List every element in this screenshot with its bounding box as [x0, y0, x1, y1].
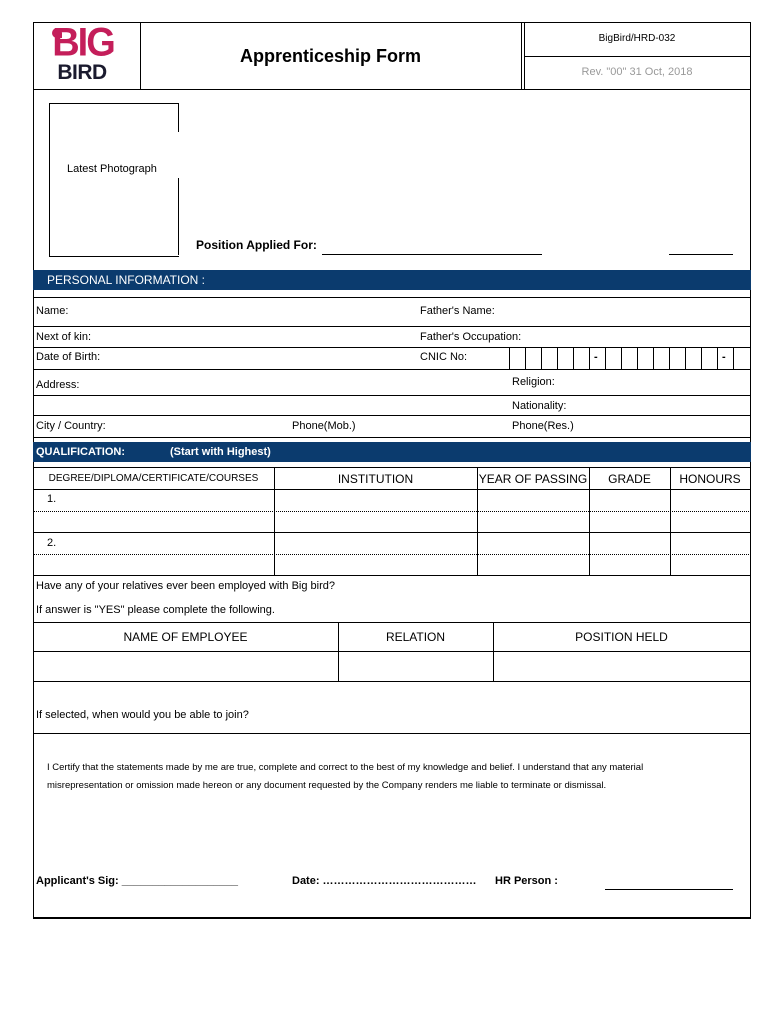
- qual-col-honours: HONOURS: [679, 472, 741, 486]
- relatives-col-name: NAME OF EMPLOYEE: [123, 630, 248, 644]
- position-extra-input[interactable]: [669, 254, 733, 255]
- relatives-col-relation: RELATION: [385, 630, 446, 644]
- relatives-instruction: If answer is "YES" please complete the following.: [36, 604, 275, 616]
- revision-label: Rev. "00" 31 Oct, 2018: [581, 66, 693, 78]
- relatives-question: Have any of your relatives ever been employed with Big bird?: [36, 580, 335, 592]
- phone-res-label: Phone(Res.): [512, 420, 574, 432]
- religion-label: Religion:: [512, 376, 555, 388]
- logo-big-text: BIG: [52, 20, 114, 66]
- name-label: Name:: [36, 305, 69, 317]
- logo-bird-text: BIRD: [57, 61, 107, 84]
- document-code: BigBird/HRD-032: [598, 33, 676, 44]
- qual-row-1-number: 1.: [47, 493, 57, 505]
- city-country-label: City / Country:: [36, 420, 106, 432]
- next-of-kin-label: Next of kin:: [36, 331, 92, 343]
- form-title: Apprenticeship Form: [239, 46, 422, 66]
- qualification-title: QUALIFICATION:: [36, 446, 126, 458]
- address-label: Address:: [36, 379, 80, 391]
- personal-info-title: PERSONAL INFORMATION :: [47, 273, 206, 287]
- certification-line-2: misrepresentation or omission made hereon or any document requested by the Company renders me liable to terminate or dismissal.: [47, 780, 607, 791]
- cnic-dash-1: -: [594, 351, 598, 363]
- certification-line-1: I Certify that the statements made by me are true, complete and correct to the best of my knowledge and belief. I understand that any material: [47, 762, 644, 773]
- qual-col-institution: INSTITUTION: [337, 472, 414, 486]
- dob-label: Date of Birth:: [36, 351, 101, 363]
- qualification-header: [33, 442, 751, 462]
- hr-person-input[interactable]: [605, 889, 733, 890]
- qual-col-grade: GRADE: [608, 472, 651, 486]
- position-input[interactable]: [322, 254, 542, 255]
- qualification-subtitle: (Start with Highest): [170, 446, 271, 458]
- cnic-dash-2: -: [722, 351, 726, 363]
- join-question: If selected, when would you be able to join?: [36, 709, 249, 721]
- qual-row-2-number: 2.: [47, 537, 57, 549]
- qual-col-year: YEAR OF PASSING: [478, 472, 588, 486]
- cnic-label: CNIC No:: [420, 351, 468, 363]
- fathers-occupation-label: Father's Occupation:: [420, 331, 522, 343]
- position-label: Position Applied For:: [196, 238, 317, 252]
- relatives-col-position: POSITION HELD: [575, 630, 668, 644]
- applicant-signature[interactable]: Applicant's Sig: ___________________: [36, 875, 238, 887]
- qual-col-degree: DEGREE/DIPLOMA/CERTIFICATE/COURSES: [48, 473, 259, 484]
- phone-mob-label: Phone(Mob.): [292, 420, 356, 432]
- fathers-name-label: Father's Name:: [420, 305, 495, 317]
- company-logo: [50, 20, 114, 86]
- photo-label: Latest Photograph: [67, 163, 157, 175]
- nationality-label: Nationality:: [512, 400, 567, 412]
- date-field[interactable]: Date: ……………………………………: [292, 875, 477, 887]
- photo-box[interactable]: [49, 103, 179, 257]
- hr-person-label: HR Person :: [495, 875, 558, 887]
